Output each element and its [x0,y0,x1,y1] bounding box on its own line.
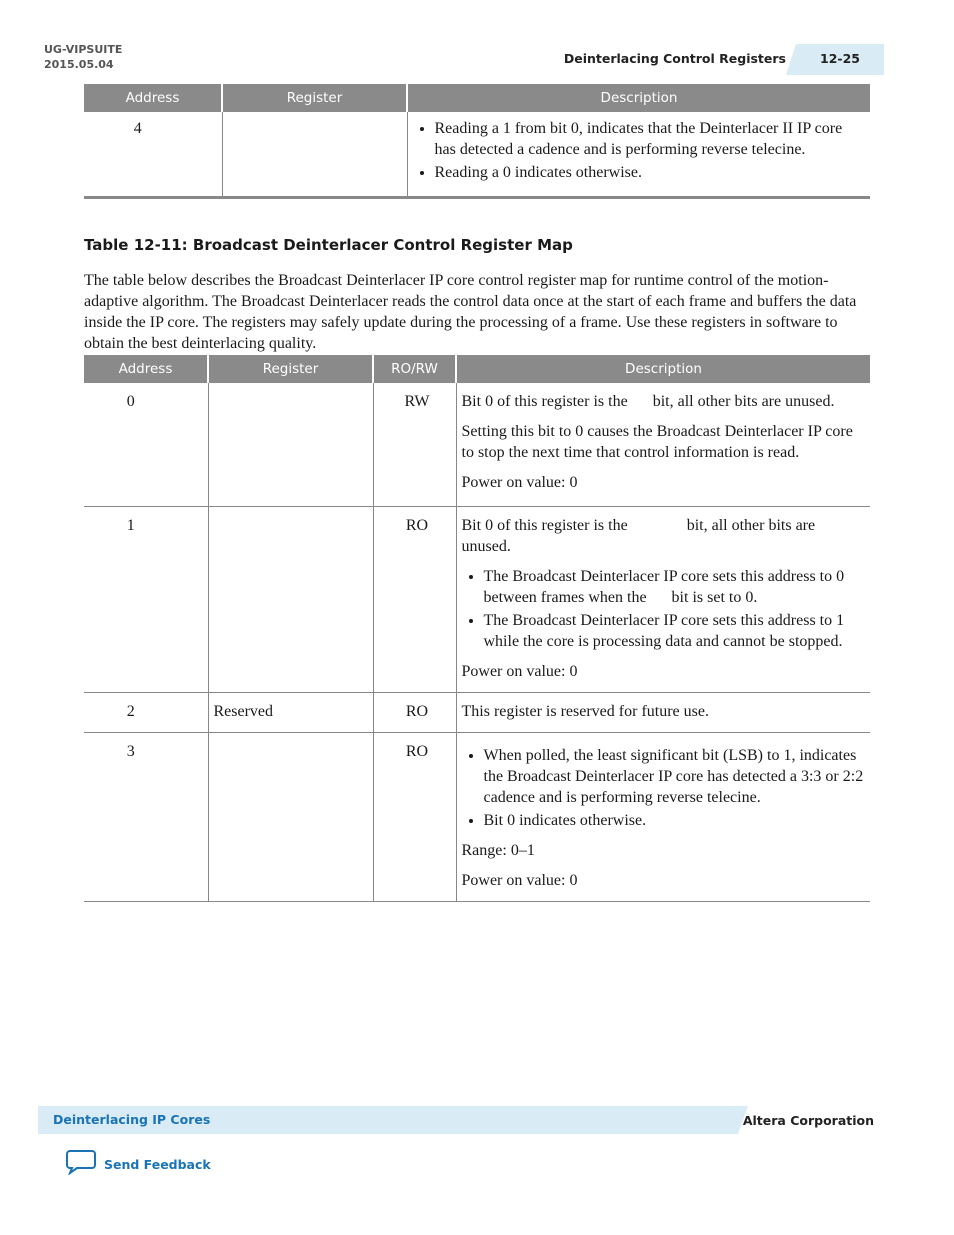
register-table-continued [84,84,870,199]
list-item: • When polled, the least significant bit (LSB) to 1, indicates the Broadcast Deinterlacer IP core has detected a 3:3 or 2:2 cadence and is performing reverse telecine. [484,745,866,808]
address-cell: 3 [84,733,208,902]
description-text: bit, all other bits are unused. [652,393,835,410]
description-text: Bit 0 of this register is the [461,517,628,534]
send-feedback-label: Send Feedback [104,1156,211,1172]
table-row [84,507,870,693]
description-text: The Broadcast Deinterlacer IP core sets this address to 0 between frames when the [483,568,845,606]
document-id-block [44,42,122,72]
speech-bubble-icon [66,1149,96,1180]
table-row [84,693,870,733]
description-cell: This register is reserved for future use. [456,693,870,733]
description-text: bit, all other bits are unused. [461,517,816,555]
footer-company: Altera Corporation [742,1113,874,1128]
register-cell [208,383,373,507]
range-value: Range: 0–1 [461,842,535,859]
list-item [484,566,866,608]
register-map-table [84,355,870,902]
register-cell: Reserved [208,693,373,733]
table-row [84,733,870,902]
description-paragraph [462,391,866,412]
description-cell [456,733,870,902]
header-section-title: Deinterlacing Control Registers [563,51,786,66]
access-cell: RW [373,383,456,507]
power-on-value: Power on value: 0 [461,474,578,491]
description-cell [456,507,870,693]
document-id: UG-VIPSUITE [44,43,123,56]
footer-chapter-link[interactable]: Deinterlacing IP Cores [53,1112,211,1127]
description-text: bit is set to 0. [671,589,758,606]
list-item: • Reading a 1 from bit 0, indicates that the Deinterlacer II IP core has detected a cadence and is performing reverse telecine. [435,118,866,160]
power-on-value: Power on value: 0 [461,663,578,680]
column-header-address: Address [84,355,208,383]
table-caption: Table 12-11: Broadcast Deinterlacer Control Register Map [84,236,573,254]
description-cell [456,383,870,507]
column-header-description: Description [456,355,870,383]
table-row [84,383,870,507]
column-header-description: Description [407,84,870,112]
list-item: • Reading a 0 indicates otherwise. [435,162,866,183]
register-cell [208,507,373,693]
address-cell: 0 [84,383,208,507]
table-row [84,112,870,198]
access-cell: RO [373,507,456,693]
description-bullets [413,118,866,183]
page-number: 12-25 [820,51,860,66]
power-on-value: Power on value: 0 [461,872,578,889]
address-cell: 4 [84,112,222,198]
list-item: • The Broadcast Deinterlacer IP core sets this address to 1 while the core is processing data and cannot be stopped. [484,610,866,652]
register-cell [222,112,407,198]
column-header-address: Address [84,84,222,112]
header-page-tab [796,44,884,75]
description-text: Bit 0 of this register is the [461,393,628,410]
column-header-access: RO/RW [373,355,456,383]
document-date: 2015.05.04 [44,58,114,71]
footer-band [38,1106,738,1134]
address-cell: 2 [84,693,208,733]
column-header-register: Register [222,84,407,112]
column-header-register: Register [208,355,373,383]
description-bullets [462,566,866,652]
intro-paragraph: The table below describes the Broadcast Deinterlacer IP core control register map for runtime control of the motion-adaptive algorithm. The Broadcast Deinterlacer reads the control data once at the start of each frame and buffers the data inside the IP core. The registers may safely update during the processing of a frame. Use these registers in software to obtain the best deinterlacing quality. [84,272,857,352]
access-cell: RO [373,733,456,902]
description-cell [407,112,870,198]
access-cell: RO [373,693,456,733]
register-cell [208,733,373,902]
description-paragraph: Setting this bit to 0 causes the Broadcast Deinterlacer IP core to stop the next time that control information is read. [461,423,853,461]
list-item: • Bit 0 indicates otherwise. [484,810,866,831]
send-feedback-link[interactable] [66,1150,211,1178]
description-bullets [462,745,866,831]
description-paragraph [462,515,866,557]
address-cell: 1 [84,507,208,693]
